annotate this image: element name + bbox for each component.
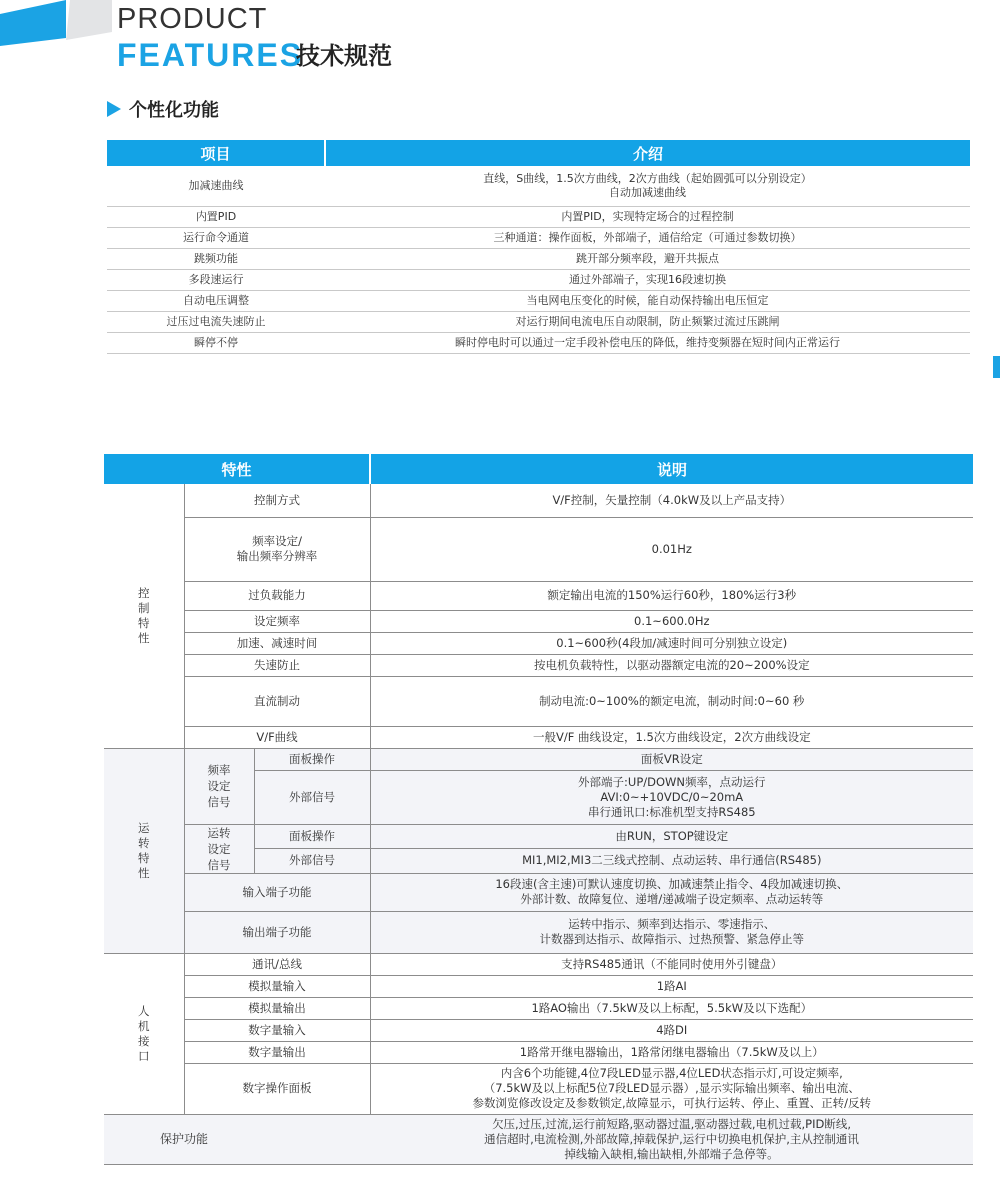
- cell-intro-line: 跳开部分频率段，避开共振点: [576, 252, 719, 265]
- cell-feature-line: 模拟量输入: [248, 978, 306, 993]
- table-row: [107, 333, 970, 354]
- cell-description-line: 内含6个功能键,4位7段LED显示器,4位LED状态指示灯,可设定频率,: [500, 1066, 843, 1080]
- cell-feature-line: 模拟量输出: [248, 1000, 306, 1015]
- table-row: [104, 1019, 973, 1041]
- cell-intro-line: 当电网电压变化的时候，能自动保持输出电压恒定: [526, 294, 769, 307]
- cell-description-line: （7.5kW及以上标配5位7段LED显示器）,显示实际输出频率、输出电流、: [483, 1081, 860, 1095]
- cell-feature: [254, 770, 370, 824]
- cell-intro: [325, 207, 970, 228]
- cell-description: [370, 1019, 973, 1041]
- table-row: [107, 312, 970, 333]
- group-label-operation-char: 运: [138, 820, 150, 835]
- cell-description-line: 1路AI: [656, 978, 687, 993]
- header-corner-decoration: [0, 0, 120, 50]
- cell-description-line: 0.01Hz: [651, 541, 692, 556]
- title-product: PRODUCT: [117, 3, 268, 35]
- subgroup-char: 信号: [207, 795, 231, 809]
- cell-feature: [184, 997, 370, 1019]
- group-label-protection: 保护功能: [104, 1114, 370, 1164]
- table-row: [104, 632, 973, 654]
- table-row: [104, 676, 973, 726]
- cell-description: [370, 610, 973, 632]
- section-heading: [107, 95, 219, 123]
- cell-description-line: 计数器到达指示、故障指示、过热预警、紧急停止等: [539, 932, 805, 946]
- cell-item: 过压过电流失速防止: [107, 312, 325, 333]
- cell-feature: [254, 849, 370, 874]
- cell-feature-line: 外部信号: [289, 789, 336, 804]
- cell-description-line: 外部端子:UP/DOWN频率，点动运行: [578, 774, 766, 789]
- cell-item: 内置PID: [107, 207, 325, 228]
- cell-intro-line: 通过外部端子，实现16段速切换: [569, 273, 726, 286]
- cell-description-line: 1路常开继电器输出，1路常闭继电器输出（7.5kW及以上）: [519, 1044, 824, 1059]
- cell-description-line: 0.1~600秒(4段加/减速时间可分别独立设定): [556, 635, 788, 650]
- cell-feature: [254, 824, 370, 849]
- table-row: [104, 975, 973, 997]
- table-row: [104, 1063, 973, 1114]
- cell-feature: [184, 610, 370, 632]
- cell-intro-line: 对运行期间电流电压自动限制，防止频繁过流过压跳闸: [515, 315, 780, 328]
- column-header-item: 项目: [107, 140, 325, 166]
- cell-item: 多段速运行: [107, 270, 325, 291]
- cell-description: [370, 997, 973, 1019]
- cell-description-line: 制动电流:0~100%的额定电流，制动时间:0~60 秒: [539, 693, 805, 708]
- cell-intro: [325, 312, 970, 333]
- cell-description-line: 支持RS485通讯（不能同时使用外引键盘）: [561, 956, 783, 971]
- cell-item: 跳频功能: [107, 249, 325, 270]
- table-row: [104, 581, 973, 610]
- table-row: [104, 1041, 973, 1063]
- cell-feature: [184, 581, 370, 610]
- subgroup-frequency-signal: [184, 748, 254, 824]
- cell-intro: [325, 270, 970, 291]
- cell-feature: [184, 654, 370, 676]
- triangle-bullet-icon: [107, 101, 121, 117]
- cell-description-line: 由RUN，STOP键设定: [615, 828, 729, 843]
- cell-intro-line: 自动加减速曲线: [609, 186, 686, 199]
- cell-intro-line: 内置PID，实现特定场合的过程控制: [561, 210, 734, 223]
- table-row: [104, 484, 973, 517]
- cell-description-line: 4路DI: [656, 1022, 688, 1037]
- cell-feature: [184, 1063, 370, 1114]
- cell-description: [370, 676, 973, 726]
- group-label-hmi-char: 机: [138, 1018, 150, 1033]
- group-label-operation-char: 特: [138, 850, 150, 865]
- cell-description: [370, 726, 973, 748]
- title-features: FEATURES: [117, 37, 304, 73]
- subgroup-char: 运转: [207, 825, 231, 840]
- cell-feature-line: 输入端子功能: [242, 884, 312, 899]
- cell-feature-line: 控制方式: [254, 492, 301, 507]
- cell-description: [370, 1041, 973, 1063]
- cell-feature: [184, 911, 370, 953]
- table-row: [104, 873, 973, 911]
- cell-description: [370, 849, 973, 874]
- cell-description-line: 参数浏览修改设定及参数锁定,故障显示，可执行运转、停止、重置、正转/反转: [472, 1096, 872, 1110]
- table-row: [104, 654, 973, 676]
- cell-description: [370, 484, 973, 517]
- table-row: [107, 166, 970, 207]
- cell-description-line: 运转中指示、频率到达指示、零速指示、: [568, 917, 776, 931]
- cell-feature-line: 过负载能力: [248, 588, 306, 602]
- cell-feature-line: 输出端子功能: [242, 924, 312, 939]
- specification-table: [104, 454, 973, 1165]
- cell-feature: [184, 873, 370, 911]
- cell-description: [370, 517, 973, 581]
- table-row: [104, 1114, 973, 1164]
- column-header-feature: 特性: [104, 454, 370, 484]
- section-heading-text: 个性化功能: [129, 100, 219, 121]
- subgroup-char: 频率: [207, 763, 231, 777]
- cell-description: [370, 824, 973, 849]
- column-header-description: 说明: [370, 454, 973, 484]
- cell-feature-line: 数字量输出: [248, 1044, 306, 1059]
- group-label-control-char: 制: [138, 600, 150, 615]
- cell-description: [370, 1063, 973, 1114]
- cell-feature-line: 面板操作: [289, 751, 336, 766]
- cell-description-line: MI1,MI2,MI3二三线式控制、点动运转、串行通信(RS485): [522, 853, 822, 868]
- cell-description-line: 欠压,过压,过流,运行前短路,驱动器过温,驱动器过载,电机过载,PID断线,: [492, 1116, 851, 1131]
- cell-feature-line: 数字操作面板: [242, 1081, 312, 1095]
- cell-description-line: AVI:0~+10VDC/0~20mA: [600, 789, 744, 804]
- cell-description: [370, 581, 973, 610]
- group-label-control-char: 控: [138, 585, 150, 600]
- cell-description-line: 16段速(含主速)可默认速度切换、加减速禁止指令、4段加减速切换、: [495, 877, 849, 891]
- table-row: [104, 997, 973, 1019]
- table-row: [104, 911, 973, 953]
- group-label-operation-char: 性: [138, 865, 150, 880]
- title-chinese: 技术规范: [296, 42, 392, 70]
- table-row: [104, 610, 973, 632]
- cell-intro: [325, 249, 970, 270]
- cell-intro: [325, 333, 970, 354]
- cell-feature-line: 失速防止: [254, 657, 301, 672]
- cell-feature-line: 加速、减速时间: [236, 635, 318, 650]
- cell-description: [370, 654, 973, 676]
- cell-item: 加减速曲线: [107, 166, 325, 207]
- cell-feature-line: V/F曲线: [256, 729, 298, 744]
- table-row: [107, 270, 970, 291]
- cell-description-line: 按电机负载特性，以驱动器额定电流的20~200%设定: [533, 657, 810, 672]
- cell-description-line: 通信超时,电流检测,外部故障,掉载保护,运行中切换电机保护,主从控制通讯: [484, 1131, 859, 1146]
- group-label-hmi-char: 口: [138, 1048, 150, 1063]
- cell-description: [370, 770, 973, 824]
- personalized-features-table: [107, 140, 970, 354]
- group-label-control-char: 性: [138, 630, 150, 645]
- subgroup-run-signal: [184, 824, 254, 873]
- cell-feature-line: 频率设定/: [252, 534, 302, 548]
- cell-description-line: 面板VR设定: [640, 751, 703, 766]
- cell-feature: [184, 517, 370, 581]
- cell-description-line: 掉线输入缺相,输出缺相,外部端子急停等。: [564, 1146, 779, 1161]
- group-label-operation: [104, 748, 184, 953]
- cell-feature: [184, 484, 370, 517]
- cell-feature-line: 数字量输入: [248, 1022, 306, 1037]
- cell-item: 瞬停不停: [107, 333, 325, 354]
- cell-feature: [184, 975, 370, 997]
- column-header-intro: 介绍: [325, 140, 970, 166]
- table-row: [104, 748, 973, 770]
- side-marker: [993, 356, 1000, 378]
- cell-intro-line: 直线，S曲线，1.5次方曲线，2次方曲线（起始圆弧可以分别设定）: [483, 172, 812, 185]
- cell-description: [370, 873, 973, 911]
- cell-intro-line: 三种通道：操作面板，外部端子，通信给定（可通过参数切换）: [493, 231, 802, 244]
- cell-feature: [254, 748, 370, 770]
- cell-description-line: 外部计数、故障复位、递增/递减端子设定频率、点动运转等: [520, 892, 824, 906]
- cell-feature-line: 输出频率分辨率: [236, 549, 318, 563]
- group-label-hmi: [104, 953, 184, 1114]
- table-row: [107, 228, 970, 249]
- cell-feature-line: 通讯/总线: [252, 956, 302, 971]
- cell-description: [370, 975, 973, 997]
- table-row: [107, 291, 970, 312]
- table-row: [104, 517, 973, 581]
- subgroup-char: 设定: [207, 841, 231, 856]
- cell-description-line: 额定输出电流的150%运行60秒，180%运行3秒: [547, 588, 797, 602]
- cell-feature-line: 设定频率: [254, 613, 301, 628]
- subgroup-char: 信号: [207, 857, 231, 872]
- group-label-hmi-char: 接: [138, 1033, 150, 1048]
- cell-feature: [184, 632, 370, 654]
- cell-description-line: 0.1~600.0Hz: [634, 613, 710, 628]
- cell-feature: [184, 953, 370, 975]
- cell-description: [370, 911, 973, 953]
- cell-feature: [184, 726, 370, 748]
- cell-description: [370, 748, 973, 770]
- cell-intro: [325, 166, 970, 207]
- cell-intro-line: 瞬时停电时可以通过一定手段补偿电压的降低，维持变频器在短时间内正常运行: [455, 336, 840, 349]
- group-label-hmi-char: 人: [138, 1003, 150, 1018]
- group-label-control-char: 特: [138, 615, 150, 630]
- table-row: [104, 953, 973, 975]
- group-label-control: [104, 484, 184, 748]
- table-row: [107, 249, 970, 270]
- group-label-operation-char: 转: [138, 835, 150, 850]
- cell-description: [370, 1114, 973, 1164]
- table-row: [107, 207, 970, 228]
- cell-feature: [184, 676, 370, 726]
- cell-intro: [325, 228, 970, 249]
- cell-feature: [184, 1019, 370, 1041]
- subgroup-char: 设定: [207, 779, 231, 793]
- cell-description: [370, 953, 973, 975]
- cell-description-line: V/F控制，矢量控制（4.0kW及以上产品支持）: [552, 492, 792, 507]
- cell-feature: [184, 1041, 370, 1063]
- cell-feature-line: 面板操作: [289, 828, 336, 843]
- cell-description: [370, 632, 973, 654]
- cell-description-line: 串行通讯口:标准机型支持RS485: [587, 804, 756, 819]
- table-row: [104, 726, 973, 748]
- cell-description-line: 一般V/F 曲线设定，1.5次方曲线设定，2次方曲线设定: [532, 729, 811, 744]
- cell-description-line: 1路AO输出（7.5kW及以上标配，5.5kW及以下选配）: [531, 1000, 813, 1015]
- cell-item: 运行命令通道: [107, 228, 325, 249]
- cell-feature-line: 外部信号: [289, 853, 336, 868]
- cell-item: 自动电压调整: [107, 291, 325, 312]
- cell-feature-line: 直流制动: [254, 693, 301, 708]
- table-row: [104, 824, 973, 849]
- cell-intro: [325, 291, 970, 312]
